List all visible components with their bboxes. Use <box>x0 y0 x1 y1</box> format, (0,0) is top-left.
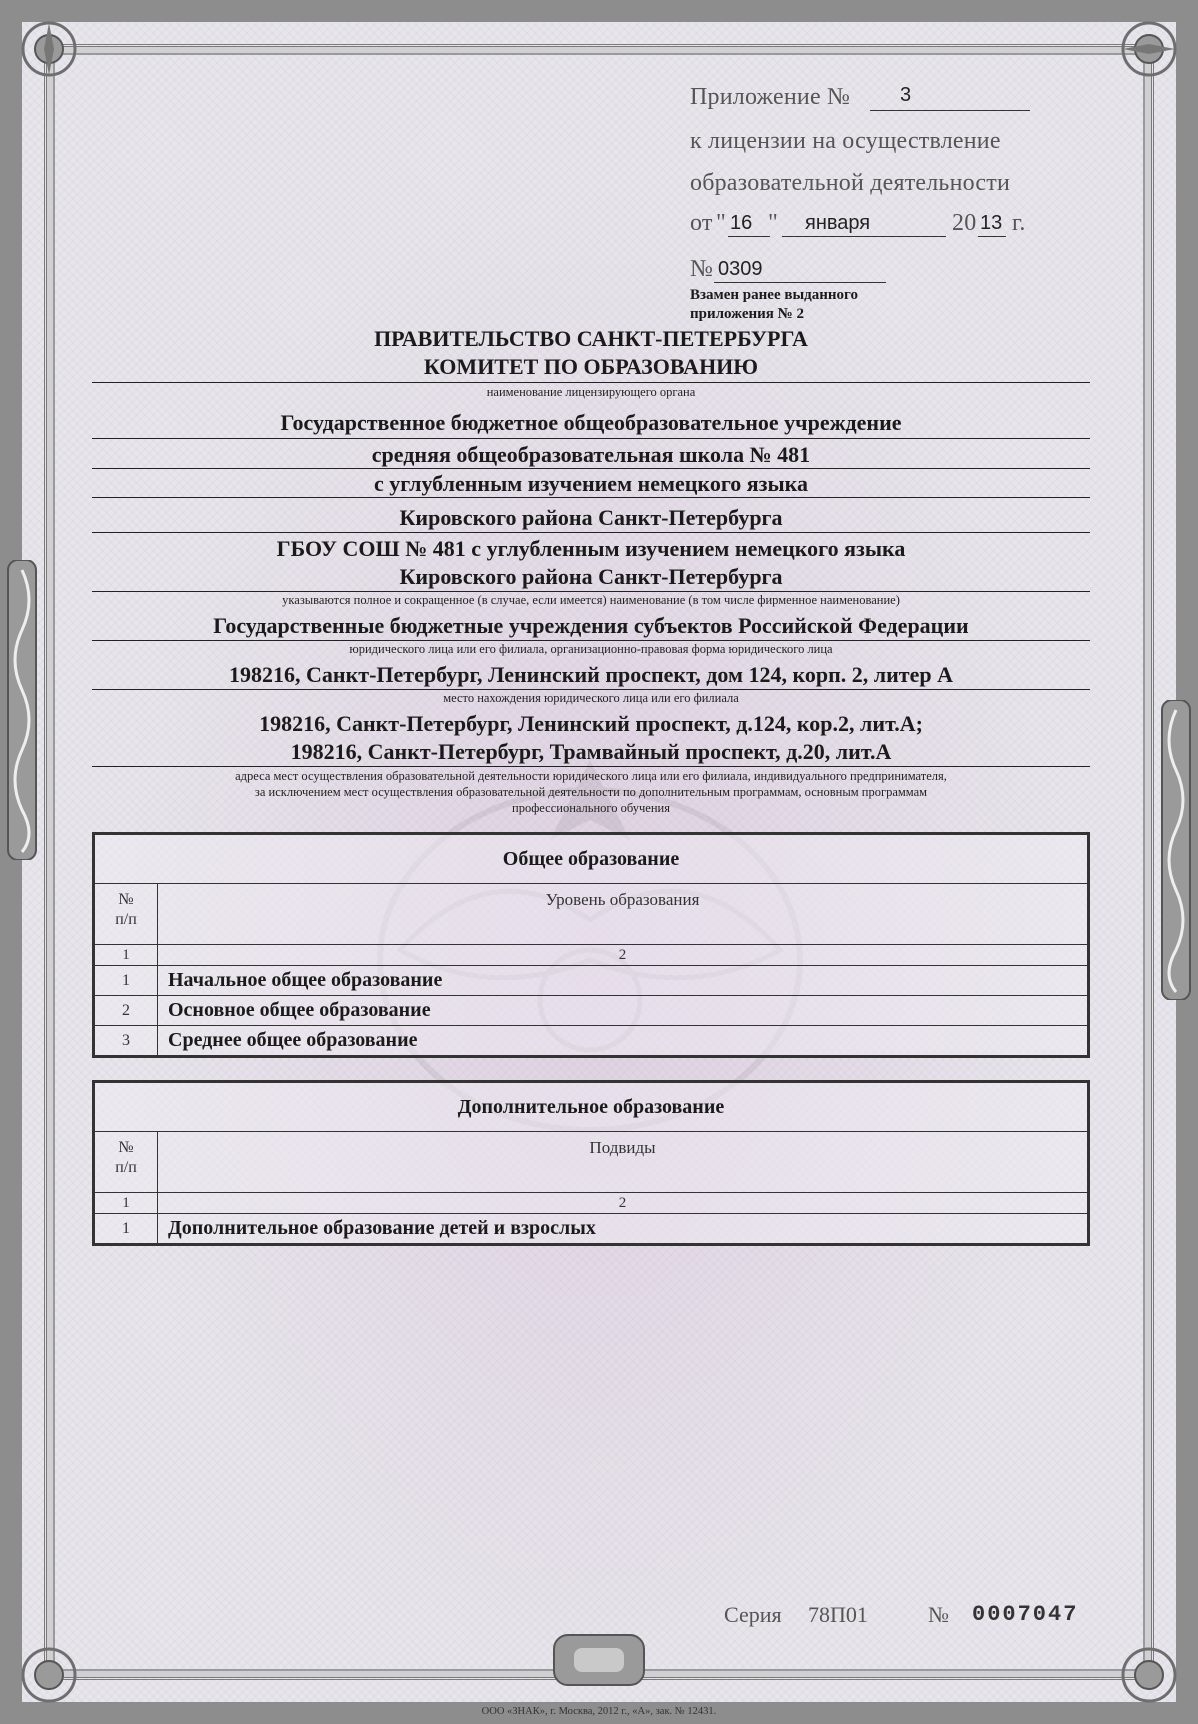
org-address: 198216, Санкт-Петербург, Ленинский проспект, дом 124, корп. 2, литер А <box>229 662 953 687</box>
row-label: Начальное общее образование <box>158 966 1089 996</box>
table-index-row <box>94 1193 1089 1214</box>
general-education-table <box>92 832 1090 1058</box>
appendix-line-3: образовательной деятельности <box>690 170 1010 196</box>
corner-ornament-bottom-right <box>1114 1640 1184 1710</box>
row-label: Основное общее образование <box>158 996 1089 1026</box>
date-month: января <box>805 212 871 234</box>
row-label: Дополнительное образование детей и взрослых <box>158 1214 1089 1245</box>
index-1: 1 <box>94 945 158 966</box>
org-short-line-2: Кировского района Санкт-Петербурга <box>399 564 783 589</box>
replaces-note <box>690 286 858 324</box>
side-ornament-right <box>1158 700 1194 1000</box>
org-full-line-1: Государственное бюджетное общеобразовательное учреждение <box>280 410 902 435</box>
date-prefix: от <box>690 210 713 236</box>
number-value: 0007047 <box>972 1602 1079 1627</box>
authority-rule <box>92 382 1090 383</box>
appendix-number: 3 <box>900 84 912 106</box>
additional-education-title: Дополнительное образование <box>94 1082 1089 1132</box>
org-rule-6 <box>92 640 1090 641</box>
general-education-title: Общее образование <box>94 834 1089 884</box>
date-year-underline <box>978 236 1006 237</box>
bottom-ornament <box>549 1630 649 1690</box>
series-value: 78П01 <box>808 1602 868 1627</box>
row-label: Среднее общее образование <box>158 1026 1089 1057</box>
date-year-suffix: 13 <box>980 212 1003 234</box>
org-rule-1 <box>92 438 1090 439</box>
org-full-line-2: средняя общеобразовательная школа № 481 <box>371 442 811 467</box>
activity-address-1: 198216, Санкт-Петербург, Ленинский проспект, д.124, кор.2, лит.А; <box>259 711 923 736</box>
side-ornament-left <box>4 560 40 860</box>
org-rule-2 <box>92 468 1090 469</box>
table-title-row <box>94 834 1089 884</box>
license-no: 0309 <box>718 258 763 280</box>
additional-education-table <box>92 1080 1090 1246</box>
printer-imprint: ООО «ЗНАК», г. Москва, 2012 г., «А», зак. № 12431. <box>481 1706 717 1717</box>
org-rule-3 <box>92 497 1090 498</box>
index-2: 2 <box>158 945 1089 966</box>
col-number-header: № п/п <box>94 884 158 945</box>
date-day: 16 <box>730 212 753 234</box>
table-row <box>94 1214 1089 1245</box>
activity-caption-line-2: за исключением мест осуществления образовательной деятельности по дополнительным программам, основным программам <box>254 785 928 799</box>
authority-caption: наименование лицензирующего органа <box>486 385 696 399</box>
corner-ornament-top-left <box>14 14 84 84</box>
replaces-line-2: приложения № 2 <box>690 306 804 322</box>
table-header-row <box>94 1132 1089 1193</box>
org-legal-form: Государственные бюджетные учреждения субъектов Российской Федерации <box>213 613 969 638</box>
replaces-line-1: Взамен ранее выданного <box>690 287 858 303</box>
appendix-label: Приложение № <box>690 84 851 110</box>
number-label: № <box>928 1602 949 1627</box>
org-address-caption: место нахождения юридического лица или его филиала <box>443 691 739 705</box>
activity-caption <box>92 768 1090 816</box>
col-level-header: Уровень образования <box>158 884 1089 945</box>
table-row <box>94 996 1089 1026</box>
date-quote-close: " <box>768 210 778 236</box>
org-rule-5 <box>92 591 1090 592</box>
org-rule-4 <box>92 532 1090 533</box>
row-number: 2 <box>94 996 158 1026</box>
index-2: 2 <box>158 1193 1089 1214</box>
org-rule-8 <box>92 766 1090 767</box>
row-number: 1 <box>94 966 158 996</box>
org-name-caption: указываются полное и сокращенное (в случае, если имеется) наименование (в том числе фирменное наименование) <box>282 593 900 607</box>
license-no-label: № <box>690 256 714 282</box>
org-full-line-3: с углубленным изучением немецкого языка <box>373 471 809 496</box>
row-number: 1 <box>94 1214 158 1245</box>
date-month-underline <box>782 236 946 237</box>
table-header-row <box>94 884 1089 945</box>
corner-ornament-bottom-left <box>14 1640 84 1710</box>
activity-address-2: 198216, Санкт-Петербург, Трамвайный проспект, д.20, лит.А <box>290 739 892 764</box>
date-suffix: г. <box>1012 210 1026 236</box>
col-number-header: № п/п <box>94 1132 158 1193</box>
authority-line-1: ПРАВИТЕЛЬСТВО САНКТ-ПЕТЕРБУРГА <box>374 326 808 351</box>
activity-caption-line-3: профессионального обучения <box>512 801 670 815</box>
authority-line-2: КОМИТЕТ ПО ОБРАЗОВАНИЮ <box>423 354 759 379</box>
date-year-prefix: 20 <box>952 210 977 236</box>
org-legal-form-caption: юридического лица или его филиала, организационно-правовая форма юридического лица <box>349 642 833 656</box>
table-row <box>94 1026 1089 1057</box>
org-short-line-1: ГБОУ СОШ № 481 с углубленным изучением немецкого языка <box>276 536 906 561</box>
appendix-number-underline <box>870 110 1030 111</box>
index-1: 1 <box>94 1193 158 1214</box>
activity-caption-line-1: адреса мест осуществления образовательной деятельности юридического лица или его филиала, индивидуального предпринимателя, <box>235 769 947 783</box>
license-no-underline <box>714 282 886 283</box>
table-row <box>94 966 1089 996</box>
org-full-line-4: Кировского района Санкт-Петербурга <box>399 505 783 530</box>
table-index-row <box>94 945 1089 966</box>
table-title-row <box>94 1082 1089 1132</box>
date-day-underline <box>728 236 770 237</box>
date-quote-open: " <box>716 210 726 236</box>
corner-ornament-top-right <box>1114 14 1184 84</box>
row-number: 3 <box>94 1026 158 1057</box>
org-rule-7 <box>92 689 1090 690</box>
col-subtype-header: Подвиды <box>158 1132 1089 1193</box>
series-label: Серия <box>724 1602 782 1627</box>
appendix-line-2: к лицензии на осуществление <box>690 128 1001 154</box>
